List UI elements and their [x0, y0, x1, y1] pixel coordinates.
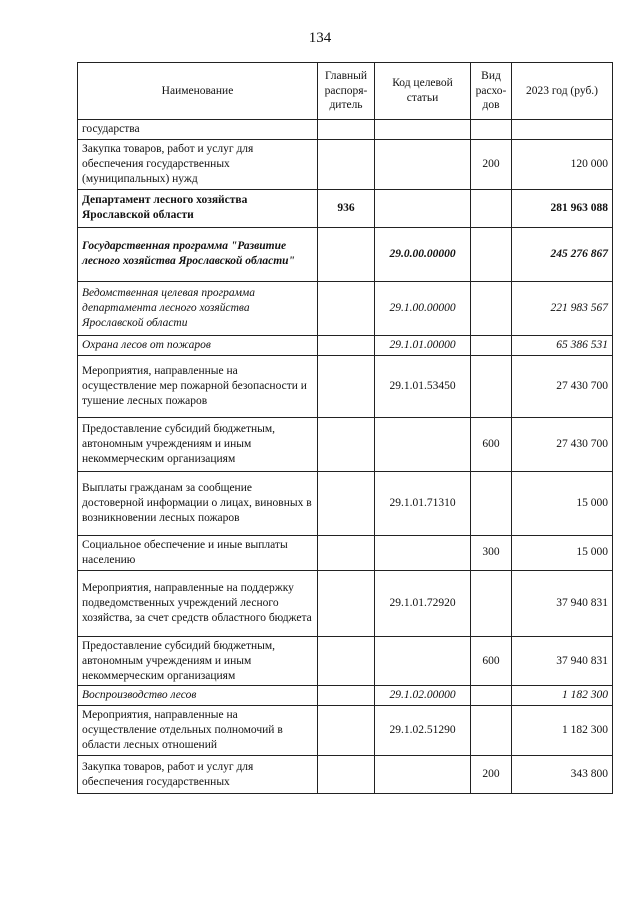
row-code-cell: 29.1.01.53450: [375, 355, 471, 417]
page-number: 134: [308, 30, 332, 46]
row-expense-cell: 600: [471, 636, 512, 686]
row-expense-cell: 200: [471, 756, 512, 794]
row-code-cell: [375, 756, 471, 794]
row-amount-cell: 27 430 700: [512, 417, 613, 471]
table-row: [78, 355, 613, 417]
row-name-cell: Мероприятия, направленные на осуществление отдельных полномочий в области лесных отношений: [78, 706, 318, 756]
row-name-cell: Закупка товаров, работ и услуг для обеспечения государственных (муниципальных) нужд: [78, 139, 318, 189]
table-row: [78, 139, 613, 189]
row-expense-cell: [471, 120, 512, 140]
row-name-cell: Государственная программа "Развитие лесного хозяйства Ярославской области": [78, 227, 318, 281]
table-row: [78, 335, 613, 355]
header-expense: Вид расхо-дов: [471, 63, 512, 120]
row-chief-cell: [318, 686, 375, 706]
row-amount-cell: 15 000: [512, 471, 613, 535]
table-row: [78, 281, 613, 335]
row-expense-cell: [471, 227, 512, 281]
row-code-cell: 29.1.02.51290: [375, 706, 471, 756]
row-amount-cell: [512, 120, 613, 140]
row-name-cell: Мероприятия, направленные на осуществление мер пожарной безопасности и тушение лесных пожаров: [78, 355, 318, 417]
row-name-cell: Выплаты гражданам за сообщение достоверной информации о лицах, виновных в возникновении лесных пожаров: [78, 471, 318, 535]
row-name-cell: Предоставление субсидий бюджетным, автономным учреждениям и иным некоммерческим организациям: [78, 417, 318, 471]
row-expense-cell: [471, 281, 512, 335]
row-expense-cell: 600: [471, 417, 512, 471]
row-name-cell: Мероприятия, направленные на поддержку подведомственных учреждений лесного хозяйства, за счет средств областного бюджета: [78, 570, 318, 636]
table-row: [78, 120, 613, 140]
table-row: [78, 189, 613, 227]
row-amount-cell: 27 430 700: [512, 355, 613, 417]
row-expense-cell: [471, 570, 512, 636]
row-name-cell: Охрана лесов от пожаров: [78, 335, 318, 355]
row-code-cell: [375, 535, 471, 570]
budget-table: [77, 62, 613, 794]
row-name-cell: Воспроизводство лесов: [78, 686, 318, 706]
row-code-cell: [375, 139, 471, 189]
row-name-cell: Закупка товаров, работ и услуг для обеспечения государственных: [78, 756, 318, 794]
table-row: [78, 535, 613, 570]
table-row: [78, 471, 613, 535]
header-amount: 2023 год (руб.): [512, 63, 613, 120]
table-row: [78, 706, 613, 756]
table-row: [78, 227, 613, 281]
row-chief-cell: [318, 471, 375, 535]
row-code-cell: [375, 417, 471, 471]
table-header-row: [78, 63, 613, 120]
table-row: [78, 417, 613, 471]
row-code-cell: 29.1.01.72920: [375, 570, 471, 636]
row-amount-cell: 1 182 300: [512, 686, 613, 706]
row-code-cell: 29.1.01.71310: [375, 471, 471, 535]
row-chief-cell: [318, 120, 375, 140]
header-code: Код целевой статьи: [375, 63, 471, 120]
row-code-cell: 29.1.01.00000: [375, 335, 471, 355]
row-chief-cell: [318, 636, 375, 686]
row-name-cell: государства: [78, 120, 318, 140]
header-chief: Главный распоря-дитель: [318, 63, 375, 120]
row-expense-cell: 200: [471, 139, 512, 189]
row-amount-cell: 65 386 531: [512, 335, 613, 355]
row-amount-cell: 1 182 300: [512, 706, 613, 756]
row-code-cell: [375, 120, 471, 140]
row-expense-cell: [471, 355, 512, 417]
row-expense-cell: 300: [471, 535, 512, 570]
row-code-cell: 29.1.02.00000: [375, 686, 471, 706]
row-expense-cell: [471, 706, 512, 756]
row-chief-cell: [318, 535, 375, 570]
row-amount-cell: 245 276 867: [512, 227, 613, 281]
row-name-cell: Департамент лесного хозяйства Ярославской области: [78, 189, 318, 227]
row-chief-cell: [318, 227, 375, 281]
row-name-cell: Предоставление субсидий бюджетным, автономным учреждениям и иным некоммерческим организациям: [78, 636, 318, 686]
row-chief-cell: [318, 756, 375, 794]
row-chief-cell: [318, 706, 375, 756]
row-amount-cell: 221 983 567: [512, 281, 613, 335]
table-row: [78, 756, 613, 794]
table-row: [78, 636, 613, 686]
row-chief-cell: [318, 355, 375, 417]
row-name-cell: Ведомственная целевая программа департамента лесного хозяйства Ярославской области: [78, 281, 318, 335]
row-amount-cell: 37 940 831: [512, 636, 613, 686]
row-code-cell: [375, 636, 471, 686]
row-code-cell: 29.1.00.00000: [375, 281, 471, 335]
row-chief-cell: [318, 139, 375, 189]
row-expense-cell: [471, 335, 512, 355]
row-chief-cell: [318, 281, 375, 335]
row-code-cell: [375, 189, 471, 227]
row-amount-cell: 281 963 088: [512, 189, 613, 227]
header-name: Наименование: [78, 63, 318, 120]
row-amount-cell: 343 800: [512, 756, 613, 794]
row-chief-cell: 936: [318, 189, 375, 227]
row-expense-cell: [471, 686, 512, 706]
row-name-cell: Социальное обеспечение и иные выплаты населению: [78, 535, 318, 570]
row-expense-cell: [471, 189, 512, 227]
row-code-cell: 29.0.00.00000: [375, 227, 471, 281]
row-amount-cell: 37 940 831: [512, 570, 613, 636]
row-chief-cell: [318, 335, 375, 355]
table-row: [78, 570, 613, 636]
row-expense-cell: [471, 471, 512, 535]
row-amount-cell: 15 000: [512, 535, 613, 570]
row-chief-cell: [318, 570, 375, 636]
row-chief-cell: [318, 417, 375, 471]
table-row: [78, 686, 613, 706]
row-amount-cell: 120 000: [512, 139, 613, 189]
